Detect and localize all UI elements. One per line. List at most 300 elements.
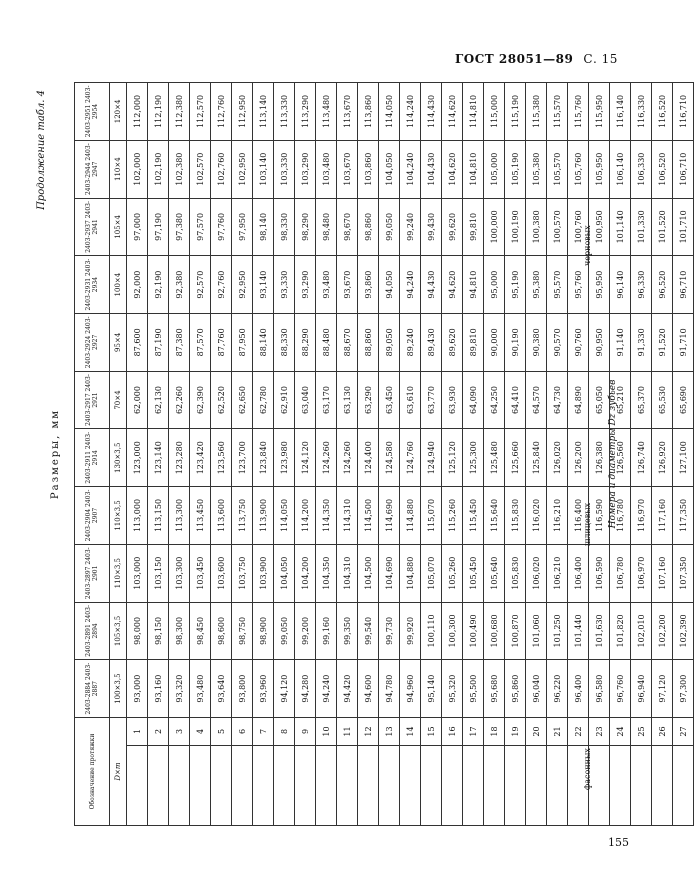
column-spec: 110×3,5 bbox=[110, 487, 127, 545]
diameter-cell: 98,860 bbox=[358, 198, 379, 256]
diameter-cell: 105,000 bbox=[484, 140, 505, 198]
table-row bbox=[379, 83, 400, 826]
table-row bbox=[463, 83, 484, 826]
diameter-cell: 126,020 bbox=[547, 429, 568, 487]
diameter-cell: 93,000 bbox=[127, 660, 148, 718]
diameter-cell: 89,620 bbox=[442, 313, 463, 371]
diameter-cell: 97,760 bbox=[211, 198, 232, 256]
diameter-cell: 95,500 bbox=[463, 660, 484, 718]
diameter-cell: 99,050 bbox=[379, 198, 400, 256]
diameter-cell: 92,760 bbox=[211, 256, 232, 314]
diameter-cell: 105,070 bbox=[421, 544, 442, 602]
column-spec: 100×4 bbox=[110, 256, 127, 314]
diameter-cell: 98,140 bbox=[253, 198, 274, 256]
diameter-cell: 103,600 bbox=[211, 544, 232, 602]
diameter-cell: 99,240 bbox=[400, 198, 421, 256]
diameter-cell: 106,520 bbox=[652, 140, 673, 198]
table-row bbox=[211, 83, 232, 826]
diameter-cell: 101,710 bbox=[673, 198, 694, 256]
diameter-cell: 115,830 bbox=[505, 487, 526, 545]
tooth-number: 6 bbox=[232, 717, 253, 745]
diameter-cell: 101,330 bbox=[631, 198, 652, 256]
diameter-cell: 112,380 bbox=[169, 83, 190, 141]
diameter-cell: 103,140 bbox=[253, 140, 274, 198]
diameter-cell: 63,290 bbox=[358, 371, 379, 429]
diameter-cell: 97,950 bbox=[232, 198, 253, 256]
diameter-cell: 113,670 bbox=[337, 83, 358, 141]
diameter-cell: 113,600 bbox=[211, 487, 232, 545]
diameter-cell: 96,400 bbox=[568, 660, 589, 718]
diameter-cell: 99,920 bbox=[400, 602, 421, 660]
diameter-cell: 116,330 bbox=[631, 83, 652, 141]
table-row bbox=[442, 83, 463, 826]
diameter-cell: 100,110 bbox=[421, 602, 442, 660]
diameter-cell: 126,920 bbox=[652, 429, 673, 487]
group-cell bbox=[232, 746, 253, 826]
group-cell bbox=[652, 746, 673, 826]
diameter-cell: 103,900 bbox=[253, 544, 274, 602]
diameter-cell: 64,730 bbox=[547, 371, 568, 429]
table-row bbox=[169, 83, 190, 826]
diameter-cell: 124,120 bbox=[295, 429, 316, 487]
diameter-cell: 102,950 bbox=[232, 140, 253, 198]
diameter-cell: 114,810 bbox=[463, 83, 484, 141]
diameter-cell: 90,380 bbox=[526, 313, 547, 371]
diameter-cell: 62,390 bbox=[190, 371, 211, 429]
tooth-number: 24 bbox=[610, 717, 631, 745]
tooth-number: 4 bbox=[190, 717, 211, 745]
group-cell bbox=[484, 746, 505, 826]
table-row bbox=[547, 83, 568, 826]
diameter-cell: 113,300 bbox=[169, 487, 190, 545]
diameter-cell: 114,310 bbox=[337, 487, 358, 545]
tooth-number: 15 bbox=[421, 717, 442, 745]
group-cell bbox=[526, 746, 547, 826]
column-spec: 110×4 bbox=[110, 140, 127, 198]
diameter-cell: 116,710 bbox=[673, 83, 694, 141]
diameter-cell: 101,630 bbox=[589, 602, 610, 660]
diameter-cell: 97,190 bbox=[148, 198, 169, 256]
diameter-cell: 106,140 bbox=[610, 140, 631, 198]
diameter-cell: 91,710 bbox=[673, 313, 694, 371]
diameter-cell: 116,520 bbox=[652, 83, 673, 141]
diameter-cell: 94,600 bbox=[358, 660, 379, 718]
diameter-cell: 125,480 bbox=[484, 429, 505, 487]
group-cell bbox=[400, 746, 421, 826]
diameter-cell: 93,670 bbox=[337, 256, 358, 314]
diameter-cell: 101,440 bbox=[568, 602, 589, 660]
table-row bbox=[274, 83, 295, 826]
diameter-cell: 104,310 bbox=[337, 544, 358, 602]
diameter-cell: 100,950 bbox=[589, 198, 610, 256]
diameter-cell: 123,840 bbox=[253, 429, 274, 487]
diameter-cell: 115,380 bbox=[526, 83, 547, 141]
group-cell bbox=[148, 746, 169, 826]
diameter-cell: 87,570 bbox=[190, 313, 211, 371]
diameter-cell: 94,240 bbox=[316, 660, 337, 718]
diameter-cell: 104,050 bbox=[274, 544, 295, 602]
diameter-cell: 114,240 bbox=[400, 83, 421, 141]
diameter-cell: 104,810 bbox=[463, 140, 484, 198]
diameter-cell: 102,570 bbox=[190, 140, 211, 198]
diameter-cell: 88,330 bbox=[274, 313, 295, 371]
diameter-cell: 113,330 bbox=[274, 83, 295, 141]
diameter-cell: 104,690 bbox=[379, 544, 400, 602]
tooth-number: 8 bbox=[274, 717, 295, 745]
tooth-number: 27 bbox=[673, 717, 694, 745]
diameter-cell: 96,520 bbox=[652, 256, 673, 314]
diameter-cell: 63,040 bbox=[295, 371, 316, 429]
diameter-cell: 98,480 bbox=[316, 198, 337, 256]
column-code: 2403-2911 2403-2914 bbox=[75, 429, 110, 487]
diameter-cell: 92,380 bbox=[169, 256, 190, 314]
diameter-cell: 64,890 bbox=[568, 371, 589, 429]
diameter-cell: 124,260 bbox=[316, 429, 337, 487]
diameter-cell: 100,870 bbox=[505, 602, 526, 660]
diameter-cell: 100,490 bbox=[463, 602, 484, 660]
diameter-cell: 98,600 bbox=[211, 602, 232, 660]
diameter-cell: 115,570 bbox=[547, 83, 568, 141]
diameter-cell: 102,200 bbox=[652, 602, 673, 660]
diameter-cell: 114,050 bbox=[379, 83, 400, 141]
diameter-cell: 123,700 bbox=[232, 429, 253, 487]
diameter-cell: 105,190 bbox=[505, 140, 526, 198]
diameter-cell: 64,570 bbox=[526, 371, 547, 429]
diameter-cell: 93,960 bbox=[253, 660, 274, 718]
diameter-cell: 97,300 bbox=[673, 660, 694, 718]
diameter-cell: 63,450 bbox=[379, 371, 400, 429]
diameter-cell: 63,770 bbox=[421, 371, 442, 429]
diameter-cell: 99,810 bbox=[463, 198, 484, 256]
diameter-cell: 101,250 bbox=[547, 602, 568, 660]
diameter-cell: 116,020 bbox=[526, 487, 547, 545]
group-cell bbox=[358, 746, 379, 826]
diameter-cell: 125,660 bbox=[505, 429, 526, 487]
diameter-cell: 99,050 bbox=[274, 602, 295, 660]
tooth-number: 11 bbox=[337, 717, 358, 745]
diameter-cell: 95,760 bbox=[568, 256, 589, 314]
diameter-cell: 94,780 bbox=[379, 660, 400, 718]
column-code: 2403-2924 2403-2927 bbox=[75, 313, 110, 371]
diameter-cell: 115,000 bbox=[484, 83, 505, 141]
diameter-cell: 95,140 bbox=[421, 660, 442, 718]
diameter-cell: 124,260 bbox=[337, 429, 358, 487]
diameter-cell: 65,050 bbox=[589, 371, 610, 429]
diameter-cell: 90,570 bbox=[547, 313, 568, 371]
diameter-cell: 91,520 bbox=[652, 313, 673, 371]
diameter-cell: 98,900 bbox=[253, 602, 274, 660]
diameter-cell: 104,500 bbox=[358, 544, 379, 602]
diameter-cell: 113,000 bbox=[127, 487, 148, 545]
table-row bbox=[316, 83, 337, 826]
diameter-cell: 106,780 bbox=[610, 544, 631, 602]
tooth-number: 16 bbox=[442, 717, 463, 745]
page-header bbox=[455, 52, 618, 66]
diameter-cell: 105,950 bbox=[589, 140, 610, 198]
diameter-cell: 112,760 bbox=[211, 83, 232, 141]
diameter-cell: 117,160 bbox=[652, 487, 673, 545]
diameter-cell: 115,950 bbox=[589, 83, 610, 141]
table-row bbox=[190, 83, 211, 826]
diameter-cell: 114,430 bbox=[421, 83, 442, 141]
diameter-cell: 98,450 bbox=[190, 602, 211, 660]
diameter-cell: 90,760 bbox=[568, 313, 589, 371]
diameter-cell: 95,320 bbox=[442, 660, 463, 718]
diameter-cell: 96,220 bbox=[547, 660, 568, 718]
diameter-cell: 96,580 bbox=[589, 660, 610, 718]
column-spec: 120×4 bbox=[110, 83, 127, 141]
diameter-cell: 63,930 bbox=[442, 371, 463, 429]
diameter-cell: 103,300 bbox=[169, 544, 190, 602]
column-spec: 95×4 bbox=[110, 313, 127, 371]
diameter-cell: 117,350 bbox=[673, 487, 694, 545]
diameter-cell: 89,240 bbox=[400, 313, 421, 371]
diameter-cell: 100,300 bbox=[442, 602, 463, 660]
diameter-cell: 102,010 bbox=[631, 602, 652, 660]
diameter-cell: 123,560 bbox=[211, 429, 232, 487]
diameter-cell: 97,380 bbox=[169, 198, 190, 256]
diameter-cell: 115,640 bbox=[484, 487, 505, 545]
diameter-cell: 113,450 bbox=[190, 487, 211, 545]
tooth-number: 13 bbox=[379, 717, 400, 745]
table-row bbox=[526, 83, 547, 826]
row-header-title: Обозначение протяжки bbox=[75, 717, 110, 825]
diameter-cell: 92,570 bbox=[190, 256, 211, 314]
diameter-cell: 112,950 bbox=[232, 83, 253, 141]
diameter-cell: 113,750 bbox=[232, 487, 253, 545]
tooth-number: 17 bbox=[463, 717, 484, 745]
diameter-cell: 92,950 bbox=[232, 256, 253, 314]
diameter-cell: 116,140 bbox=[610, 83, 631, 141]
tooth-number: 2 bbox=[148, 717, 169, 745]
diameter-cell: 91,140 bbox=[610, 313, 631, 371]
diameter-cell: 107,160 bbox=[652, 544, 673, 602]
table-row bbox=[148, 83, 169, 826]
diameter-cell: 126,380 bbox=[589, 429, 610, 487]
diameter-cell: 101,520 bbox=[652, 198, 673, 256]
diameter-cell: 125,840 bbox=[526, 429, 547, 487]
tooth-numbers-label: Номера и диаметры Dz зубьев bbox=[608, 379, 618, 529]
diameter-cell: 105,450 bbox=[463, 544, 484, 602]
diameter-cell: 97,120 bbox=[652, 660, 673, 718]
diameter-cell: 94,050 bbox=[379, 256, 400, 314]
diameter-cell: 124,580 bbox=[379, 429, 400, 487]
diameter-cell: 62,130 bbox=[148, 371, 169, 429]
diameter-cell: 93,480 bbox=[316, 256, 337, 314]
group-black: черновых bbox=[583, 225, 592, 266]
diameter-cell: 112,190 bbox=[148, 83, 169, 141]
diameter-cell: 94,240 bbox=[400, 256, 421, 314]
group-shaped: фасонных bbox=[583, 748, 592, 790]
sizes-label: Размеры, мм bbox=[50, 408, 61, 500]
diameter-cell: 64,250 bbox=[484, 371, 505, 429]
diameter-cell: 104,620 bbox=[442, 140, 463, 198]
diameter-cell: 101,060 bbox=[526, 602, 547, 660]
column-code: 2403-2937 2403-2941 bbox=[75, 198, 110, 256]
rotated-table-area bbox=[30, 82, 688, 826]
broach-sizes-table bbox=[74, 82, 694, 826]
diameter-cell: 106,710 bbox=[673, 140, 694, 198]
diameter-cell: 90,000 bbox=[484, 313, 505, 371]
diameter-cell: 113,480 bbox=[316, 83, 337, 141]
diameter-cell: 123,140 bbox=[148, 429, 169, 487]
column-code: 2403-2951 2403-2954 bbox=[75, 83, 110, 141]
diameter-cell: 96,760 bbox=[610, 660, 631, 718]
diameter-cell: 98,330 bbox=[274, 198, 295, 256]
table-row bbox=[253, 83, 274, 826]
column-code: 2403-2944 2403-2947 bbox=[75, 140, 110, 198]
diameter-cell: 93,330 bbox=[274, 256, 295, 314]
diameter-cell: 90,190 bbox=[505, 313, 526, 371]
tooth-number: 9 bbox=[295, 717, 316, 745]
group-cell bbox=[673, 746, 694, 826]
group-cell bbox=[337, 746, 358, 826]
diameter-cell: 93,800 bbox=[232, 660, 253, 718]
column-code: 2403-2931 2403-2934 bbox=[75, 256, 110, 314]
diameter-cell: 113,290 bbox=[295, 83, 316, 141]
spec-row bbox=[110, 83, 127, 826]
diameter-cell: 95,680 bbox=[484, 660, 505, 718]
table-row bbox=[484, 83, 505, 826]
diameter-cell: 105,260 bbox=[442, 544, 463, 602]
diameter-cell: 126,200 bbox=[568, 429, 589, 487]
group-cell bbox=[442, 746, 463, 826]
header-page: С. 15 bbox=[583, 52, 618, 66]
diameter-cell: 62,650 bbox=[232, 371, 253, 429]
diameter-cell: 95,380 bbox=[526, 256, 547, 314]
diameter-cell: 87,600 bbox=[127, 313, 148, 371]
diameter-cell: 112,000 bbox=[127, 83, 148, 141]
diameter-cell: 93,480 bbox=[190, 660, 211, 718]
diameter-cell: 93,160 bbox=[148, 660, 169, 718]
group-cell bbox=[631, 746, 652, 826]
diameter-cell: 93,320 bbox=[169, 660, 190, 718]
diameter-cell: 65,530 bbox=[652, 371, 673, 429]
column-code: 2403-2917 2403-2921 bbox=[75, 371, 110, 429]
diameter-cell: 124,940 bbox=[421, 429, 442, 487]
diameter-cell: 95,860 bbox=[505, 660, 526, 718]
diameter-cell: 104,200 bbox=[295, 544, 316, 602]
diameter-cell: 103,670 bbox=[337, 140, 358, 198]
diameter-cell: 103,150 bbox=[148, 544, 169, 602]
tooth-number: 19 bbox=[505, 717, 526, 745]
diameter-cell: 103,860 bbox=[358, 140, 379, 198]
diameter-cell: 96,940 bbox=[631, 660, 652, 718]
standard-code: ГОСТ 28051—89 bbox=[455, 52, 574, 66]
table-row bbox=[421, 83, 442, 826]
diameter-cell: 104,430 bbox=[421, 140, 442, 198]
diameter-cell: 64,090 bbox=[463, 371, 484, 429]
diameter-cell: 105,640 bbox=[484, 544, 505, 602]
group-cell bbox=[547, 746, 568, 826]
diameter-cell: 88,670 bbox=[337, 313, 358, 371]
group-cell bbox=[316, 746, 337, 826]
diameter-cell: 98,750 bbox=[232, 602, 253, 660]
diameter-cell: 102,000 bbox=[127, 140, 148, 198]
diameter-cell: 123,420 bbox=[190, 429, 211, 487]
diameter-cell: 106,020 bbox=[526, 544, 547, 602]
tooth-number: 25 bbox=[631, 717, 652, 745]
diameter-cell: 114,690 bbox=[379, 487, 400, 545]
group-cell bbox=[211, 746, 232, 826]
diameter-cell: 98,150 bbox=[148, 602, 169, 660]
diameter-cell: 98,000 bbox=[127, 602, 148, 660]
diameter-cell: 103,000 bbox=[127, 544, 148, 602]
diameter-cell: 93,640 bbox=[211, 660, 232, 718]
column-code: 2403-2897 2403-2901 bbox=[75, 544, 110, 602]
group-cell bbox=[463, 746, 484, 826]
diameter-cell: 99,620 bbox=[442, 198, 463, 256]
tooth-number: 5 bbox=[211, 717, 232, 745]
diameter-cell: 100,380 bbox=[526, 198, 547, 256]
diameter-cell: 105,380 bbox=[526, 140, 547, 198]
table-row bbox=[127, 83, 148, 826]
diameter-cell: 63,130 bbox=[337, 371, 358, 429]
diameter-cell: 106,590 bbox=[589, 544, 610, 602]
diameter-cell: 92,000 bbox=[127, 256, 148, 314]
diameter-cell: 88,140 bbox=[253, 313, 274, 371]
table-row bbox=[295, 83, 316, 826]
diameter-cell: 112,570 bbox=[190, 83, 211, 141]
diameter-cell: 126,740 bbox=[631, 429, 652, 487]
diameter-cell: 65,210 bbox=[610, 371, 631, 429]
diameter-cell: 115,070 bbox=[421, 487, 442, 545]
diameter-cell: 100,000 bbox=[484, 198, 505, 256]
diameter-cell: 93,860 bbox=[358, 256, 379, 314]
diameter-cell: 115,260 bbox=[442, 487, 463, 545]
diameter-cell: 98,290 bbox=[295, 198, 316, 256]
column-code: 2403-2904 2403-2907 bbox=[75, 487, 110, 545]
diameter-cell: 93,140 bbox=[253, 256, 274, 314]
tooth-number: 14 bbox=[400, 717, 421, 745]
tooth-number: 23 bbox=[589, 717, 610, 745]
diameter-cell: 106,400 bbox=[568, 544, 589, 602]
group-cell bbox=[505, 746, 526, 826]
ref-label: D×m bbox=[110, 717, 127, 825]
diameter-cell: 99,540 bbox=[358, 602, 379, 660]
column-header-row bbox=[75, 83, 110, 826]
diameter-cell: 64,410 bbox=[505, 371, 526, 429]
tooth-number: 12 bbox=[358, 717, 379, 745]
tooth-number: 18 bbox=[484, 717, 505, 745]
diameter-cell: 99,160 bbox=[316, 602, 337, 660]
diameter-cell: 123,980 bbox=[274, 429, 295, 487]
diameter-cell: 103,750 bbox=[232, 544, 253, 602]
tooth-number: 20 bbox=[526, 717, 547, 745]
diameter-cell: 95,000 bbox=[484, 256, 505, 314]
table-row bbox=[232, 83, 253, 826]
diameter-cell: 94,430 bbox=[421, 256, 442, 314]
diameter-cell: 94,280 bbox=[295, 660, 316, 718]
diameter-cell: 96,330 bbox=[631, 256, 652, 314]
diameter-cell: 123,000 bbox=[127, 429, 148, 487]
diameter-cell: 125,300 bbox=[463, 429, 484, 487]
diameter-cell: 99,350 bbox=[337, 602, 358, 660]
diameter-cell: 94,960 bbox=[400, 660, 421, 718]
group-cell bbox=[169, 746, 190, 826]
column-code: 2403-2884 2403-2887 bbox=[75, 660, 110, 718]
group-cell bbox=[379, 746, 400, 826]
diameter-cell: 89,430 bbox=[421, 313, 442, 371]
diameter-cell: 113,140 bbox=[253, 83, 274, 141]
group-cell bbox=[295, 746, 316, 826]
diameter-cell: 91,330 bbox=[631, 313, 652, 371]
diameter-cell: 105,570 bbox=[547, 140, 568, 198]
diameter-cell: 104,350 bbox=[316, 544, 337, 602]
diameter-cell: 95,570 bbox=[547, 256, 568, 314]
group-cell bbox=[274, 746, 295, 826]
diameter-cell: 63,170 bbox=[316, 371, 337, 429]
